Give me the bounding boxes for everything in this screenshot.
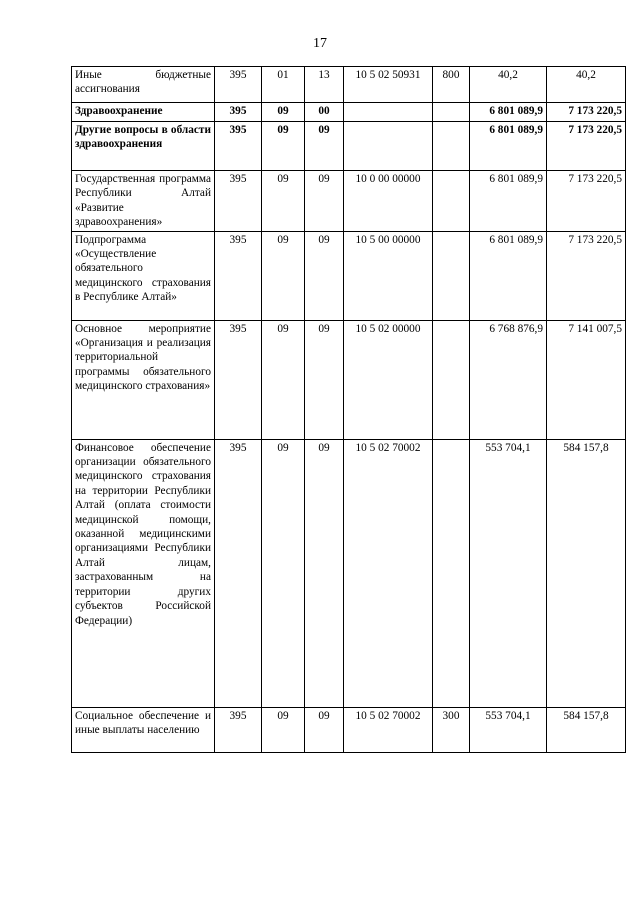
- table-row: [72, 122, 626, 171]
- row-name: Другие вопросы в области здравоохранения: [72, 122, 215, 171]
- sum-year2-cell: 7 173 220,5: [547, 171, 626, 232]
- sum-year2-cell: 7 173 220,5: [547, 103, 626, 122]
- expense-type-cell: [433, 171, 470, 232]
- target-article-cell: 10 5 02 70002: [344, 707, 433, 752]
- expense-type-cell: [433, 320, 470, 439]
- section-cell: 09: [262, 320, 305, 439]
- table-row: [72, 67, 626, 103]
- subsection-cell: 00: [305, 103, 344, 122]
- row-name: Подпрограмма «Осуществление обязательного медицинского страхования в Республике Алтай»: [72, 231, 215, 320]
- grbs-cell: 395: [215, 122, 262, 171]
- budget-table: [71, 66, 626, 753]
- row-name: Здравоохранение: [72, 103, 215, 122]
- expense-type-cell: [433, 231, 470, 320]
- sum-year1-cell: 6 801 089,9: [470, 103, 547, 122]
- sum-year1-cell: 40,2: [470, 67, 547, 103]
- subsection-cell: 09: [305, 707, 344, 752]
- subsection-cell: 13: [305, 67, 344, 103]
- section-cell: 09: [262, 231, 305, 320]
- expense-type-cell: [433, 122, 470, 171]
- page-number: 17: [313, 36, 327, 51]
- grbs-cell: 395: [215, 67, 262, 103]
- grbs-cell: 395: [215, 320, 262, 439]
- grbs-cell: 395: [215, 707, 262, 752]
- expense-type-cell: [433, 103, 470, 122]
- table-row: [72, 439, 626, 707]
- section-cell: 09: [262, 103, 305, 122]
- sum-year1-cell: 6 768 876,9: [470, 320, 547, 439]
- table-row: [72, 707, 626, 752]
- section-cell: 09: [262, 171, 305, 232]
- section-cell: 09: [262, 122, 305, 171]
- target-article-cell: 10 0 00 00000: [344, 171, 433, 232]
- table-row: [72, 103, 626, 122]
- sum-year2-cell: 7 141 007,5: [547, 320, 626, 439]
- target-article-cell: 10 5 00 00000: [344, 231, 433, 320]
- sum-year2-cell: 584 157,8: [547, 707, 626, 752]
- row-name: Государственная программа Республики Алтай «Развитие здравоохранения»: [72, 171, 215, 232]
- target-article-cell: 10 5 02 70002: [344, 439, 433, 707]
- table-row: [72, 320, 626, 439]
- grbs-cell: 395: [215, 439, 262, 707]
- section-cell: 09: [262, 707, 305, 752]
- subsection-cell: 09: [305, 231, 344, 320]
- sum-year1-cell: 6 801 089,9: [470, 231, 547, 320]
- sum-year1-cell: 6 801 089,9: [470, 122, 547, 171]
- subsection-cell: 09: [305, 171, 344, 232]
- grbs-cell: 395: [215, 231, 262, 320]
- subsection-cell: 09: [305, 320, 344, 439]
- row-name: Социальное обеспечение и иные выплаты населению: [72, 707, 215, 752]
- sum-year2-cell: 7 173 220,5: [547, 231, 626, 320]
- sum-year1-cell: 553 704,1: [470, 707, 547, 752]
- target-article-cell: [344, 103, 433, 122]
- target-article-cell: [344, 122, 433, 171]
- grbs-cell: 395: [215, 171, 262, 232]
- sum-year2-cell: 40,2: [547, 67, 626, 103]
- expense-type-cell: 800: [433, 67, 470, 103]
- row-name: Основное мероприятие «Организация и реализация территориальной программы обязательного медицинского страхования»: [72, 320, 215, 439]
- sum-year2-cell: 584 157,8: [547, 439, 626, 707]
- subsection-cell: 09: [305, 439, 344, 707]
- table-row: [72, 231, 626, 320]
- target-article-cell: 10 5 02 00000: [344, 320, 433, 439]
- target-article-cell: 10 5 02 50931: [344, 67, 433, 103]
- sum-year1-cell: 553 704,1: [470, 439, 547, 707]
- expense-type-cell: 300: [433, 707, 470, 752]
- sum-year2-cell: 7 173 220,5: [547, 122, 626, 171]
- subsection-cell: 09: [305, 122, 344, 171]
- row-name: Финансовое обеспечение организации обязательного медицинского страхования на территории Республики Алтай (оплата стоимости медицинской помощи, оказанной медицинскими организациями Республики Алтай лицам, застрахованным на территории других субъектов Российской Федерации): [72, 439, 215, 707]
- expense-type-cell: [433, 439, 470, 707]
- section-cell: 01: [262, 67, 305, 103]
- grbs-cell: 395: [215, 103, 262, 122]
- table-row: [72, 171, 626, 232]
- row-name: Иные бюджетные ассигнования: [72, 67, 215, 103]
- sum-year1-cell: 6 801 089,9: [470, 171, 547, 232]
- section-cell: 09: [262, 439, 305, 707]
